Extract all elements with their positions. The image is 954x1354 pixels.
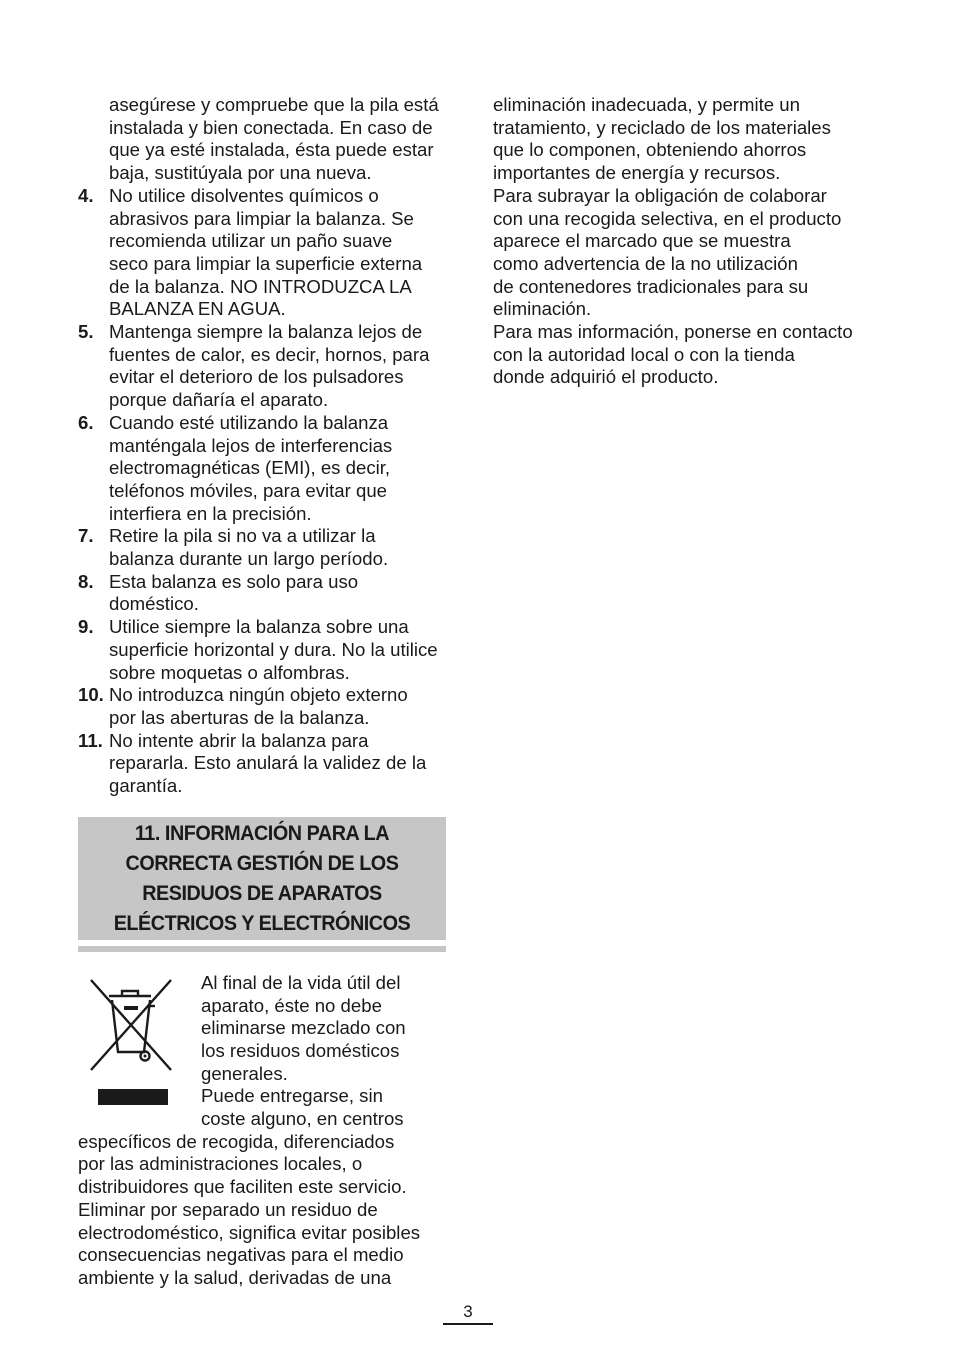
list-item-8 — [78, 571, 446, 616]
text-line: aparato, éste no debe — [201, 994, 382, 1016]
weee-section — [78, 972, 446, 1290]
text-line: instalada y bien conectada. En caso de — [109, 116, 433, 138]
text-line: ambiente y la salud, derivadas de una — [78, 1266, 392, 1288]
text-line: con la autoridad local o con la tienda — [493, 343, 795, 365]
text-line: eliminarse mezclado con — [201, 1017, 406, 1039]
text-line: donde adquirió el producto. — [493, 366, 719, 388]
heading-line: RESIDUOS DE APARATOS — [142, 880, 382, 905]
item-text — [109, 730, 446, 798]
text-line: tratamiento, y reciclado de los materiales — [493, 116, 831, 138]
item-number: 4. — [78, 184, 94, 206]
text-line: fuentes de calor, es decir, hornos, para — [109, 343, 430, 365]
list-item-10 — [78, 684, 446, 729]
text-line: por las aberturas de la balanza. — [109, 706, 370, 728]
text-line: coste alguno, en centros — [201, 1108, 404, 1130]
item-text — [109, 684, 446, 729]
text-line: Puede entregarse, sin — [201, 1085, 383, 1107]
text-line: Para mas información, ponerse en contacto — [493, 321, 853, 343]
item-number: 11. — [78, 729, 103, 751]
text-line: Eliminar por separado un residuo de — [78, 1198, 378, 1220]
list-item-9 — [78, 616, 446, 684]
list-item-6 — [78, 412, 446, 526]
right-column — [493, 94, 873, 389]
list-item-5 — [78, 321, 446, 412]
text-line: Cuando esté utilizando la balanza — [109, 411, 389, 433]
text-line: los residuos domésticos — [201, 1039, 400, 1061]
text-line: con una recogida selectiva, en el producto — [493, 207, 842, 229]
heading-line: 11. INFORMACIÓN PARA LA — [134, 820, 390, 845]
page-number: 3 — [443, 1301, 493, 1325]
text-line: seco para limpiar la superficie externa — [109, 252, 423, 274]
text-line: eliminación. — [493, 298, 592, 320]
text-line: sobre moquetas o alfombras. — [109, 661, 350, 683]
item-text — [109, 412, 446, 526]
text-line: Utilice siempre la balanza sobre una — [109, 616, 409, 638]
text-line: BALANZA EN AGUA. — [109, 298, 286, 320]
intro-paragraph — [78, 94, 446, 185]
text-line: baja, sustitúyala por una nueva. — [109, 162, 372, 184]
text-line: garantía. — [109, 775, 183, 797]
item-number: 5. — [78, 321, 94, 343]
text-line: manténgala lejos de interferencias — [109, 434, 393, 456]
section-heading — [78, 817, 446, 946]
item-text — [109, 321, 446, 412]
text-line: generales. — [201, 1062, 288, 1084]
text-line: específicos de recogida, diferenciados — [78, 1130, 395, 1152]
text-line: por las administraciones locales, o — [78, 1153, 363, 1175]
item-text — [109, 525, 446, 570]
text-line: Retire la pila si no va a utilizar la — [109, 525, 376, 547]
text-line: No intente abrir la balanza para — [109, 729, 369, 751]
text-line: eliminación inadecuada, y permite un — [493, 94, 800, 115]
text-line: teléfonos móviles, para evitar que — [109, 479, 388, 501]
text-line: abrasivos para limpiar la balanza. Se — [109, 207, 414, 229]
item-number: 7. — [78, 525, 94, 547]
list-item-11 — [78, 730, 446, 798]
text-line: electromagnéticas (EMI), es decir, — [109, 457, 391, 479]
text-line: importantes de energía y recursos. — [493, 162, 781, 184]
text-line: que lo componen, obteniendo ahorros — [493, 139, 807, 161]
text-line: recomienda utilizar un paño suave — [109, 230, 393, 252]
text-line: No utilice disolventes químicos o — [109, 184, 379, 206]
crossed-out-wheelie-bin-icon — [89, 976, 173, 1106]
heading-line: ELÉCTRICOS Y ELECTRÓNICOS — [113, 910, 411, 935]
text-line: balanza durante un largo período. — [109, 548, 389, 570]
text-line: No introduzca ningún objeto externo — [109, 684, 408, 706]
text-line: consecuencias negativas para el medio — [78, 1244, 404, 1266]
text-line: que ya esté instalada, ésta puede estar — [109, 139, 434, 161]
text-line: de contenedores tradicionales para su — [493, 275, 809, 297]
text-line: asegúrese y compruebe que la pila está — [109, 94, 439, 115]
item-text — [109, 185, 446, 321]
left-column — [78, 94, 446, 1290]
item-text — [109, 571, 446, 616]
item-number: 9. — [78, 616, 94, 638]
text-line: evitar el deterioro de los pulsadores — [109, 366, 404, 388]
item-number: 8. — [78, 570, 94, 592]
text-line: como advertencia de la no utilización — [493, 252, 798, 274]
item-number: 10. — [78, 684, 104, 706]
text-line: electrodoméstico, significa evitar posibles — [78, 1221, 421, 1243]
text-line: porque dañaría el aparato. — [109, 389, 329, 411]
text-line: doméstico. — [109, 593, 199, 615]
list-item-4 — [78, 185, 446, 321]
text-line: repararla. Esto anulará la validez de la — [109, 752, 427, 774]
text-line: Mantenga siempre la balanza lejos de — [109, 321, 423, 343]
text-line: interfiera en la precisión. — [109, 502, 312, 524]
text-line: aparece el marcado que se muestra — [493, 230, 791, 252]
text-line: Esta balanza es solo para uso — [109, 570, 359, 592]
list-item-7 — [78, 525, 446, 570]
heading-line: CORRECTA GESTIÓN DE LOS — [125, 850, 399, 875]
text-line: de la balanza. NO INTRODUZCA LA — [109, 275, 412, 297]
item-number: 6. — [78, 411, 94, 433]
text-line: superficie horizontal y dura. No la utilice — [109, 638, 438, 660]
text-line: distribuidores que faciliten este servicio. — [78, 1176, 407, 1198]
text-line: Al final de la vida útil del — [201, 971, 401, 993]
item-text — [109, 616, 446, 684]
text-line: Para subrayar la obligación de colaborar — [493, 184, 827, 206]
